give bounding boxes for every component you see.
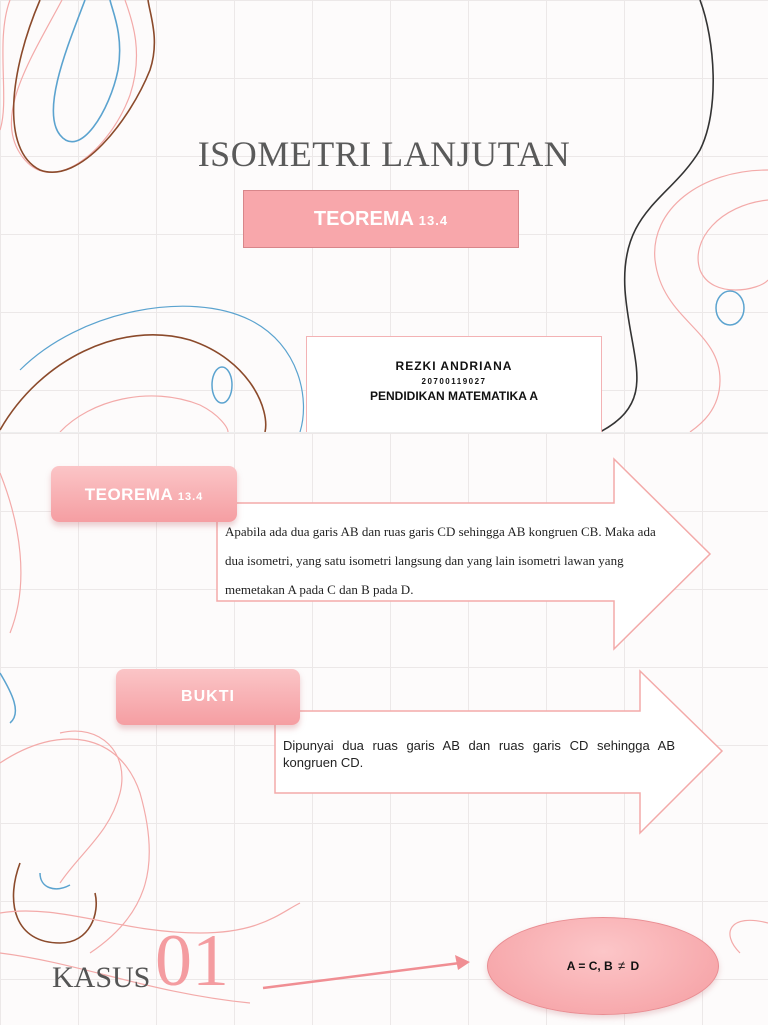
author-department: PENDIDIKAN MATEMATIKA A: [370, 389, 538, 403]
arrow-right-icon: [263, 955, 470, 988]
condition-left: A = C, B: [566, 959, 613, 973]
theorem-label: TEOREMA: [313, 208, 414, 230]
theorem-title-box: [243, 190, 519, 248]
content-slide: [0, 432, 768, 1025]
theorem-label: TEOREMA: [84, 485, 173, 504]
condition-right: D: [630, 959, 640, 973]
proof-text: Dipunyai dua ruas garis AB dan ruas garis CD sehingga AB kongruen CD.: [283, 738, 675, 770]
theorem-number: 13.4: [177, 491, 204, 503]
proof-heading-button: BUKTI: [116, 669, 300, 725]
page-title: ISOMETRI LANJUTAN: [197, 134, 571, 174]
author-info-box: [306, 336, 602, 432]
theorem-number: 13.4: [418, 213, 449, 228]
theorem-heading-button: [51, 466, 237, 522]
author-name: REZKI ANDRIANA: [395, 359, 513, 373]
author-nim: 20700119027: [421, 377, 487, 386]
case-label: KASUS: [52, 961, 151, 994]
case-condition-oval: [487, 917, 719, 1015]
not-equal-icon: ≠: [618, 958, 626, 973]
title-slide: [0, 0, 768, 432]
theorem-text: Apabila ada dua garis AB dan ruas garis CD sehingga AB kongruen CB. Maka ada dua isometri, yang satu isometri langsung dan yang lain isometri lawan yang memetakan A pada C dan B pada D.: [225, 524, 656, 597]
case-number: 01: [155, 920, 229, 1002]
